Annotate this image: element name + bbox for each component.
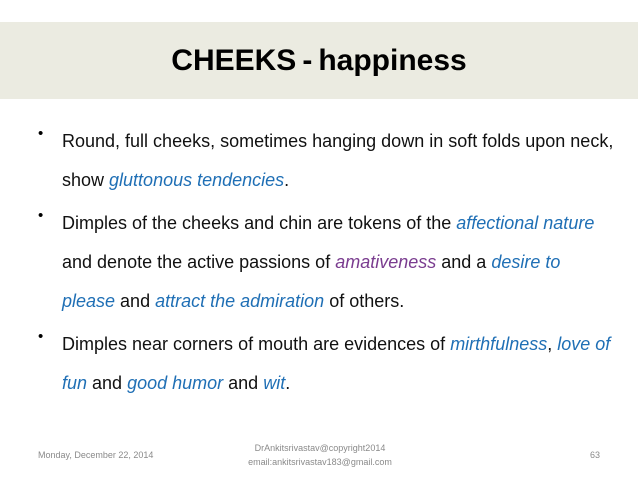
highlight-amativeness: amativeness <box>335 252 437 272</box>
bullet-dot-icon: • <box>38 328 44 345</box>
text-run: Dimples near corners of mouth are evidences of <box>62 334 451 354</box>
title-sub: happiness <box>318 43 467 77</box>
text-run: and a <box>436 252 492 272</box>
highlight-wit: wit <box>263 373 286 393</box>
text-run: and <box>115 291 156 311</box>
bullet-dot-icon: • <box>38 125 44 142</box>
bullet-list <box>36 122 616 407</box>
text-run: . <box>284 170 290 190</box>
bullet-text-1 <box>62 122 616 200</box>
text-run: and <box>87 373 128 393</box>
text-run: and denote the active passions of <box>62 252 336 272</box>
highlight-affectional: affectional nature <box>456 213 595 233</box>
text-run: Round, full cheeks, sometimes hanging down in soft folds upon neck, show <box>62 131 614 190</box>
slide-title <box>171 44 466 78</box>
footer-email: email:ankitsrivastav183@gmail.com <box>248 457 392 467</box>
title-dash: - <box>302 43 313 77</box>
bullet-dot-icon: • <box>38 207 44 224</box>
bullet-item-1 <box>36 122 616 200</box>
footer-date: Monday, December 22, 2014 <box>38 450 154 460</box>
footer-credits <box>200 441 440 469</box>
highlight-desire: desire to please <box>62 252 561 311</box>
highlight-gluttonous: gluttonous tendencies <box>109 170 285 190</box>
bullet-item-2 <box>36 204 616 321</box>
text-run: , <box>547 334 558 354</box>
bullet-text-3 <box>62 325 616 403</box>
highlight-mirthfulness: mirthfulness <box>450 334 548 354</box>
footer-copyright: DrAnkitsrivastav@copyright2014 <box>254 443 386 453</box>
page-number: 63 <box>589 450 600 460</box>
highlight-good-humor: good humor <box>127 373 224 393</box>
bullet-item-3 <box>36 325 616 403</box>
title-main: CHEEKS <box>171 43 297 77</box>
bullet-text-2 <box>62 204 616 321</box>
text-run: and <box>223 373 264 393</box>
text-run: of others. <box>324 291 405 311</box>
highlight-love-of-fun: love of fun <box>62 334 611 393</box>
highlight-attract: attract the admiration <box>155 291 325 311</box>
text-run: Dimples of the cheeks and chin are tokens of the <box>62 213 457 233</box>
text-run: . <box>285 373 291 393</box>
title-bar <box>0 22 638 99</box>
